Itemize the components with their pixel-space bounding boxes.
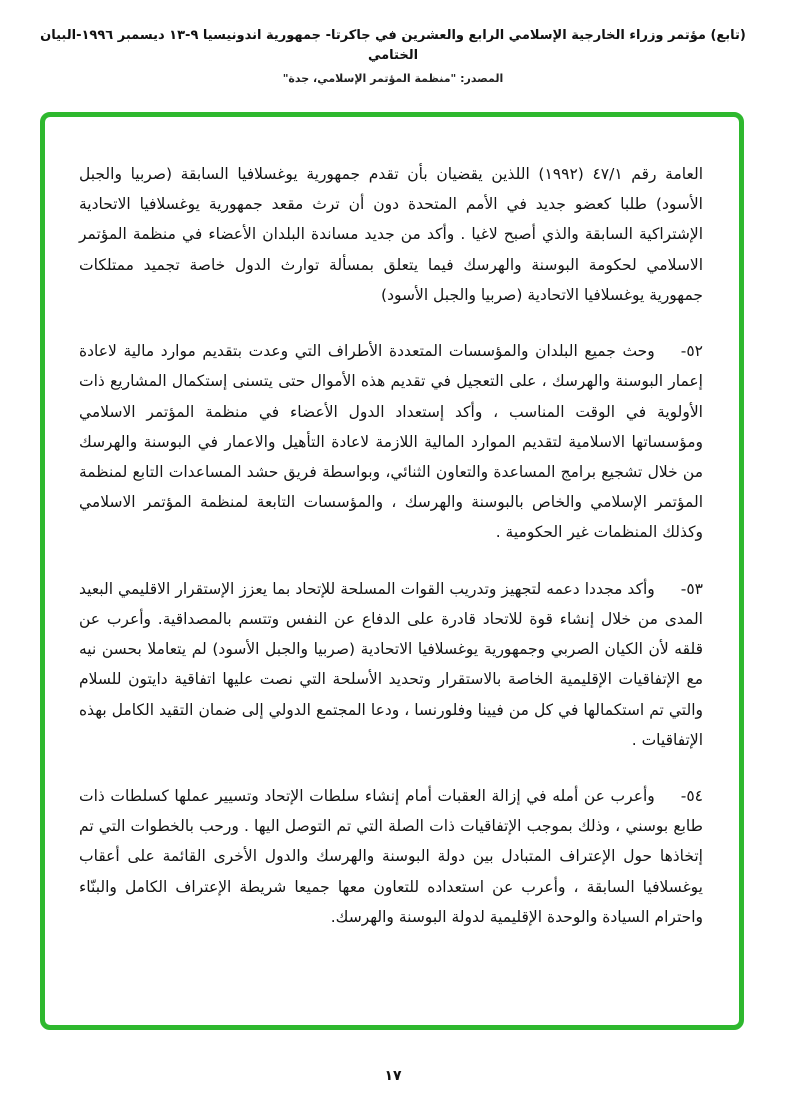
paragraph-53 (79, 574, 703, 755)
paragraph-text: العامة رقم ٤٧/١ (١٩٩٢) اللذين يقضيان بأن تقدم جمهورية يوغسلافيا السابقة (صربيا والجبل الأسود) طلبا كعضو جديد في الأمم المتحدة دون أن ترث مقعد جمهورية يوغسلافيا الاتحادية الإشتراكية السابقة والذي أصبح لاغيا . وأكد من جديد مساندة البلدان الأعضاء في منظمة المؤتمر الاسلامي لحكومة البوسنة والهرسك فيما يتعلق بمسألة توارث الدول خاصة تجميد ممتلكات جمهورية يوغسلافيا الاتحادية (صربيا والجبل الأسود) (79, 165, 703, 304)
paragraph-text: وأعرب عن أمله في إزالة العقبات أمام إنشاء سلطات الإتحاد وتسيير عملها كسلطات ذات طابع بوسني ، وذلك بموجب الإتفاقيات ذات الصلة التي تم التوصل اليها . ورحب بالخطوات التي تم إتخاذها حول الإعتراف المتبادل بين دولة البوسنة والهرسك والدول الأخرى القائمة على أعقاب يوغسلافيا السابقة ، وأعرب عن استعداده للتعاون معها جميعا شريطة الإعتراف الكامل والبنّاء واحترام السيادة والوحدة الإقليمية لدولة البوسنة والهرسك. (79, 786, 703, 926)
paragraph-text: وأكد مجددا دعمه لتجهيز وتدريب القوات المسلحة للإتحاد بما يعزز الإستقرار الاقليمي البعيد المدى من خلال إنشاء قوة للاتحاد قادرة على الدفاع عن النفس وتتسم بالمصداقية. وأعرب عن قلقه لأن الكيان الصربي وجمهورية يوغسلافيا الاتحادية (صربيا والجبل الأسود) لم يتعاملا بحسن نيه مع الإتفاقيات الإقليمية الخاصة بالاستقرار وتحديد الأسلحة التي نصت عليها اتفاقية دايتون للسلام والتي تم استكمالها في كل من فيينا وفلورنسا ، ودعا المجتمع الدولي إلى ضمان التقيد الكامل بهذه الإتفاقيات . (79, 579, 703, 749)
paragraph-number: ٥٣- (680, 579, 703, 598)
document-header (0, 0, 786, 85)
content-frame (40, 112, 744, 1030)
header-source: المصدر: "منظمة المؤتمر الإسلامي، جدة" (282, 72, 504, 85)
paragraph-continuation (79, 159, 703, 310)
paragraph-52 (79, 336, 703, 548)
paragraph-number: ٥٤- (680, 786, 703, 805)
paragraph-number: ٥٢- (680, 342, 703, 361)
document-body (79, 159, 703, 932)
paragraph-text: وحث جميع البلدان والمؤسسات المتعددة الأطراف التي وعدت بتقديم موارد مالية لاعادة إعمار البوسنة والهرسك ، على التعجيل في تقديم هذه الأموال حتى يتسنى إستكمال المشاريع ذات الأولوية في الوقت المناسب ، وأكد إستعداد الدول الأعضاء في منظمة المؤتمر الاسلامي ومؤسساتها الاسلامية لتقديم الموارد المالية اللازمة لاعادة التأهيل والاعمار في البوسنة والهرسك من خلال تشجيع برامج المساعدة والتعاون الثنائي، وبواسطة فريق حشد المساعدات التابع لمنظمة المؤتمر الإسلامي والخاص بالبوسنة والهرسك ، والمؤسسات التابعة لمنظمة المؤتمر الاسلامي وكذلك المنظمات غير الحكومية . (79, 342, 703, 542)
header-title: (تابع) مؤتمر وزراء الخارجية الإسلامي الرابع والعشرين في جاكرتا- جمهورية اندونيسيا ٩-١٣ ديسمبر ١٩٩٦-البيان الختامي (40, 28, 746, 63)
page-number: ١٧ (384, 1068, 402, 1084)
document-footer (0, 1065, 786, 1084)
paragraph-54 (79, 781, 703, 932)
